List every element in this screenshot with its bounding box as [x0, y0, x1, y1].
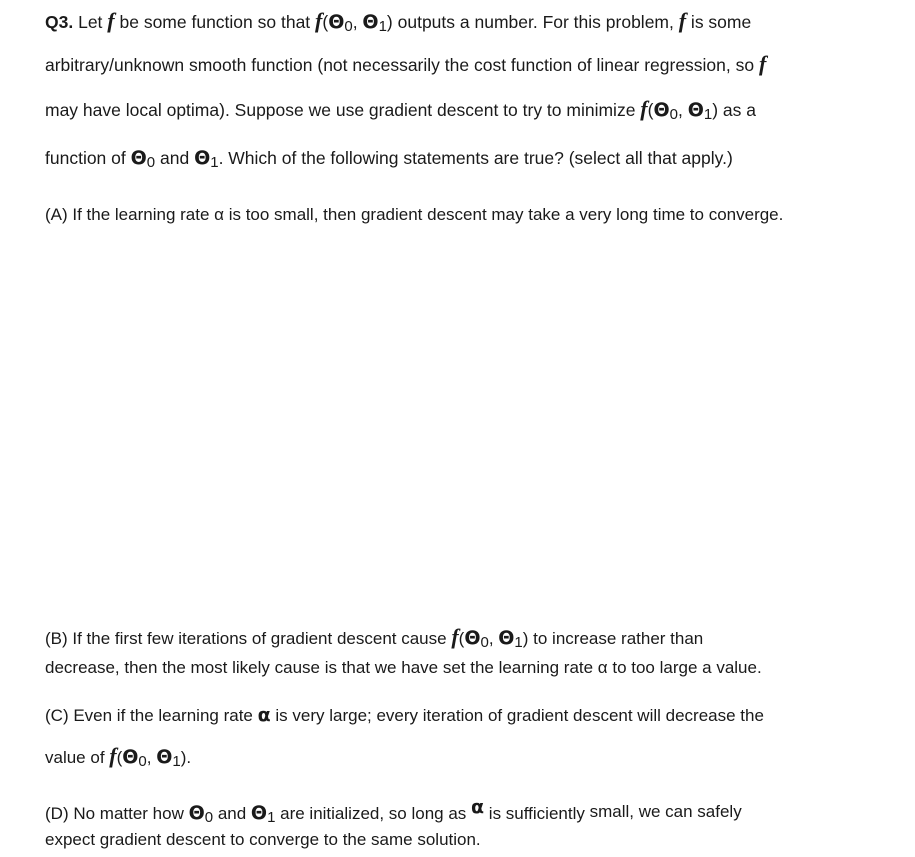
- question-line-3: [45, 98, 756, 123]
- subscript: 1: [172, 753, 181, 770]
- function-symbol: f: [107, 8, 115, 33]
- question-line-4: [45, 147, 733, 171]
- theta-symbol: Θ: [130, 147, 147, 169]
- text: and: [213, 804, 251, 823]
- text: ,: [677, 100, 688, 120]
- function-symbol: f: [451, 624, 459, 649]
- subscript: 1: [378, 18, 387, 35]
- subscript: 0: [480, 634, 489, 651]
- text: be some function so that: [114, 12, 316, 32]
- text: function of: [45, 148, 131, 168]
- text: Let: [78, 12, 108, 32]
- option-b-line-1: [45, 626, 703, 651]
- text: is sufficiently: [484, 804, 590, 823]
- subscript: 1: [703, 106, 713, 123]
- alpha-symbol: α: [257, 704, 271, 726]
- text: ) as a: [712, 100, 756, 120]
- subscript: 1: [210, 154, 219, 171]
- theta-symbol: Θ: [328, 11, 345, 33]
- subscript: 0: [669, 106, 678, 123]
- subscript: 1: [267, 809, 276, 826]
- text: ,: [488, 629, 499, 648]
- subscript: 0: [204, 809, 214, 826]
- option-b-line-2: [45, 657, 762, 679]
- text: ) to increase rather than: [522, 629, 704, 648]
- question-number: Q3.: [45, 12, 74, 32]
- theta-symbol: Θ: [250, 802, 268, 824]
- function-symbol: f: [315, 8, 323, 33]
- text: arbitrary/unknown smooth function (not necessarily the cost function of linear regression, so: [45, 55, 759, 75]
- text: may have local optima). Suppose we use gradient descent to try to minimize: [45, 100, 641, 120]
- theta-symbol: Θ: [464, 627, 481, 649]
- subscript: 0: [146, 154, 156, 171]
- text: is some: [686, 12, 752, 32]
- text: (C) Even if the learning rate: [45, 706, 258, 725]
- text: ).: [180, 748, 192, 767]
- option-d-line-2: [45, 829, 481, 851]
- option-c-line-2: [45, 745, 191, 770]
- text: small, we can safely: [589, 802, 742, 821]
- option-a-text: (A) If the learning rate α is too small, then gradient descent may take a very long time to converge.: [45, 205, 784, 224]
- theta-symbol: Θ: [156, 746, 173, 768]
- text: expect gradient descent to converge to the same solution.: [45, 830, 481, 849]
- theta-symbol: Θ: [122, 746, 139, 768]
- text: decrease, then the most likely cause is that we have set the learning rate α to too large a value.: [45, 658, 762, 677]
- text: ,: [146, 748, 157, 767]
- theta-symbol: Θ: [687, 99, 704, 121]
- text: (: [458, 629, 465, 648]
- theta-symbol: Θ: [194, 147, 211, 169]
- text: (: [116, 748, 123, 767]
- function-symbol: f: [758, 51, 767, 76]
- theta-symbol: Θ: [362, 11, 379, 33]
- option-d-line-1: [45, 796, 742, 826]
- theta-symbol: Θ: [653, 99, 670, 121]
- question-line-1: [45, 10, 751, 35]
- alpha-symbol: α: [471, 796, 485, 818]
- function-symbol: f: [678, 8, 687, 33]
- function-symbol: f: [640, 96, 648, 121]
- theta-symbol: Θ: [188, 802, 205, 824]
- option-c-line-1: [45, 704, 764, 727]
- text: . Which of the following statements are true? (select all that apply.): [218, 148, 733, 168]
- subscript: 0: [344, 18, 353, 35]
- subscript: 0: [138, 753, 147, 770]
- text: (: [322, 12, 329, 32]
- text: (B) If the first few iterations of gradient descent cause: [45, 629, 452, 648]
- text: (: [647, 100, 654, 120]
- subscript: 1: [514, 634, 523, 651]
- function-symbol: f: [109, 743, 117, 768]
- text: (D) No matter how: [45, 804, 189, 823]
- option-a: [45, 204, 783, 226]
- text: is very large; every iteration of gradient descent will decrease the: [270, 706, 764, 725]
- question-line-2: [45, 53, 766, 76]
- text: are initialized, so long as: [275, 804, 472, 823]
- theta-symbol: Θ: [498, 627, 515, 649]
- text: ) outputs a number. For this problem,: [386, 12, 679, 32]
- text: ,: [352, 12, 363, 32]
- text: and: [155, 148, 195, 168]
- text: value of: [45, 748, 110, 767]
